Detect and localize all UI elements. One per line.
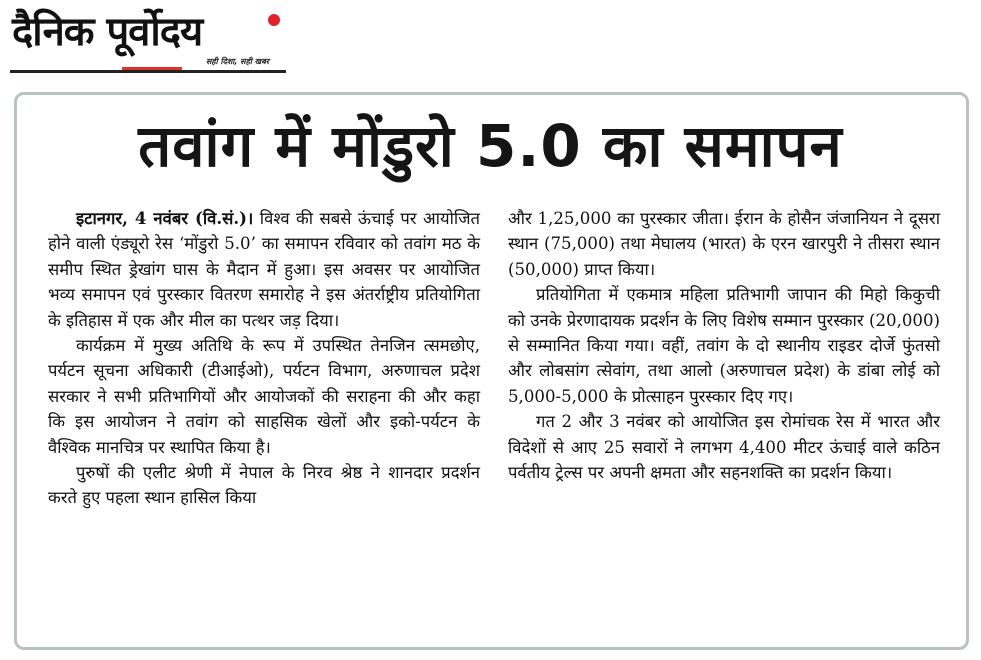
dateline: इटानगर, 4 नवंबर (वि.सं.)। — [76, 208, 254, 228]
article-headline: तवांग में मोंडुरो 5.0 का समापन — [138, 112, 843, 180]
article-column-left — [48, 206, 480, 511]
article-paragraph: पुरुषों की एलीट श्रेणी में नेपाल के निरव श्रेष्ठ ने शानदार प्रदर्शन करते हुए पहला स्थान हासिल किया — [48, 463, 480, 508]
masthead — [10, 6, 286, 76]
article-paragraph: गत 2 और 3 नवंबर को आयोजित इस रोमांचक रेस में भारत और विदेशों से आए 25 सवारों ने लगभग 4,400 मीटर ऊंचाई वाले कठिन पर्वतीय ट्रेल्स पर अपनी क्षमता और सहनशक्ति का प्रदर्शन किया। — [508, 412, 940, 483]
masthead-title: दैनिक पूर्वोदय — [12, 9, 203, 55]
article-column-right — [508, 206, 940, 485]
masthead-tagline: सही दिशा, सही खबर — [206, 57, 270, 66]
masthead-rule — [10, 70, 286, 73]
article-paragraph: प्रतियोगिता में एकमात्र महिला प्रतिभागी जापान की मिहो किकुची को उनके प्रेरणादायक प्रदर्शन के लिए विशेष सम्मान पुरस्कार (20,000) से सम्मानित किया गया। वहीं, तवांग के दो स्थानीय राइडर दोर्जे फुंतसो और लोबसांग त्सेवांग, तथा आलो (अरुणाचल प्रदेश) के डांबा लोई को 5,000-5,000 के प्रोत्साहन पुरस्कार दिए गए। — [508, 285, 940, 406]
paragraph-text: विश्व की सबसे ऊंचाई पर आयोजित होने वाली एंड्यूरो रेस ‘मोंडुरो 5.0’ का समापन रविवार को तवांग मठ के समीप स्थित ड्रेखांग घास के मैदान में हुआ। इस अवसर पर आयोजित भव्य समापन एवं पुरस्कार वितरण समारोह ने इस अंतर्राष्ट्रीय प्रतियोगिता के इतिहास में एक और मील का पत्थर जड़ दिया। — [48, 209, 480, 330]
masthead-red-dot — [268, 14, 280, 26]
article-paragraph — [48, 206, 480, 333]
article-paragraph: और 1,25,000 का पुरस्कार जीता। ईरान के होसैन जंजानियन ने दूसरा स्थान (75,000) तथा मेघालय (भारत) के एरन खारपुरी ने तीसरा स्थान (50,000) प्राप्त किया। — [508, 209, 940, 279]
article-paragraph: कार्यक्रम में मुख्य अतिथि के रूप में उपस्थित तेनजिन त्समछोए, पर्यटन सूचना अधिकारी (टीआईओ), पर्यटन विभाग, अरुणाचल प्रदेश सरकार ने सभी प्रतिभागियों और आयोजकों की सराहना की और कहा कि इस आयोजन ने तवांग को साहसिक खेलों और इको-पर्यटन के वैश्विक मानचित्र पर स्थापित किया है। — [48, 336, 480, 457]
